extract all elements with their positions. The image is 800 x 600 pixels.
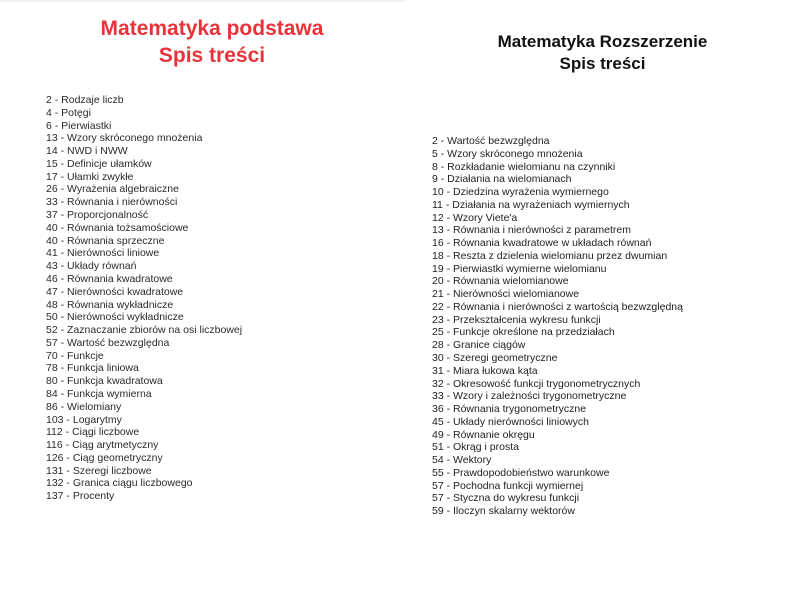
toc-entry: 48 - Równania wykładnicze [46,298,174,311]
toc-entry: 11 - Działania na wyrażeniach wymiernych [432,198,630,211]
toc-entry: 57 - Styczna do wykresu funkcji [432,492,580,505]
extended-math-toc-heading: Spis treści [559,54,646,73]
toc-entry: 5 - Wzory skróconego mnożenia [432,147,583,160]
basic-math-toc-list [46,94,242,503]
toc-entry: 13 - Wzory skróconego mnożenia [46,132,203,145]
toc-entry: 57 - Pochodna funkcji wymiernej [432,479,584,492]
toc-entry: 45 - Układy nierówności liniowych [432,415,589,428]
toc-entry: 32 - Okresowość funkcji trygonometrycznych [432,377,641,390]
toc-entry: 137 - Procenty [46,490,115,503]
toc-entry: 21 - Nierówności wielomianowe [432,288,580,301]
toc-entry: 10 - Dziedzina wyrażenia wymiernego [432,186,609,199]
toc-entry: 80 - Funkcja kwadratowa [46,375,163,388]
toc-entry: 30 - Szeregi geometryczne [432,352,558,365]
toc-entry: 52 - Zaznaczanie zbiorów na osi liczbowej [46,324,243,337]
toc-entry: 36 - Równania trygonometryczne [432,403,587,416]
toc-entry: 33 - Wzory i zależności trygonometryczne [432,390,627,403]
extended-math-title [405,31,800,75]
basic-math-title [0,15,424,69]
basic-math-title-line: Matematyka podstawa [100,17,324,40]
toc-entry: 43 - Układy równań [46,260,137,273]
toc-entry: 103 - Logarytmy [46,413,122,426]
toc-entry: 31 - Miara łukowa kąta [432,364,538,377]
extended-math-title-line: Matematyka Rozszerzenie [497,32,708,51]
toc-entry: 46 - Równania kwadratowe [46,272,173,285]
toc-entry: 12 - Wzory Viete'a [432,211,518,224]
extended-math-toc-page [405,0,800,600]
toc-entry: 40 - Równania sprzeczne [46,234,165,247]
toc-entry: 25 - Funkcje określone na przedziałach [432,326,615,339]
toc-entry: 57 - Wartość bezwzględna [46,336,170,349]
toc-entry: 86 - Wielomiany [46,400,122,413]
toc-entry: 18 - Reszta z dzielenia wielomianu przez dwumian [432,249,668,262]
toc-entry: 2 - Rodzaje liczb [46,94,124,106]
toc-entry: 15 - Definicje ułamków [46,157,152,170]
toc-entry: 20 - Równania wielomianowe [432,275,569,288]
toc-entry: 33 - Równania i nierówności [46,196,178,209]
toc-entry: 9 - Działania na wielomianach [432,173,572,186]
toc-entry: 50 - Nierówności wykładnicze [46,311,184,324]
toc-entry: 41 - Nierówności liniowe [46,247,160,260]
toc-entry: 131 - Szeregi liczbowe [46,464,152,477]
toc-entry: 23 - Przekształcenia wykresu funkcji [432,313,601,326]
toc-entry: 4 - Potęgi [46,106,91,119]
toc-entry: 126 - Ciąg geometryczny [46,451,163,464]
toc-entry: 84 - Funkcja wymierna [46,387,152,400]
toc-entry: 8 - Rozkładanie wielomianu na czynniki [432,160,616,173]
extended-math-toc-list [432,135,683,518]
toc-entry: 132 - Granica ciągu liczbowego [46,477,193,490]
toc-entry: 28 - Granice ciągów [432,339,526,352]
toc-entry: 47 - Nierówności kwadratowe [46,285,184,298]
toc-entry: 54 - Wektory [432,454,492,467]
toc-entry: 70 - Funkcje [46,349,104,362]
toc-entry: 51 - Okrąg i prosta [432,441,519,454]
toc-entry: 26 - Wyrażenia algebraiczne [46,183,179,196]
toc-entry: 16 - Równania kwadratowe w układach równań [432,237,652,250]
toc-entry: 37 - Proporcjonalność [46,209,149,222]
toc-entry: 59 - Iloczyn skalarny wektorów [432,505,575,518]
toc-entry: 14 - NWD i NWW [46,145,128,158]
toc-entry: 6 - Pierwiastki [46,119,112,132]
toc-entry: 112 - Ciągi liczbowe [46,426,140,439]
basic-math-toc-heading: Spis treści [158,44,266,67]
toc-entry: 116 - Ciąg arytmetyczny [46,439,159,452]
toc-entry: 13 - Równania i nierówności z parametrem [432,224,632,237]
toc-entry: 40 - Równania tożsamościowe [46,221,189,234]
toc-entry: 17 - Ułamki zwykłe [46,170,134,183]
toc-entry: 55 - Prawdopodobieństwo warunkowe [432,466,610,479]
toc-entry: 19 - Pierwiastki wymierne wielomianu [432,262,607,275]
toc-entry: 49 - Równanie okręgu [432,428,535,441]
toc-entry: 22 - Równania i nierówności z wartością bezwzględną [432,300,683,313]
toc-entry: 2 - Wartość bezwzględna [432,135,550,147]
toc-entry: 78 - Funkcja liniowa [46,362,139,375]
